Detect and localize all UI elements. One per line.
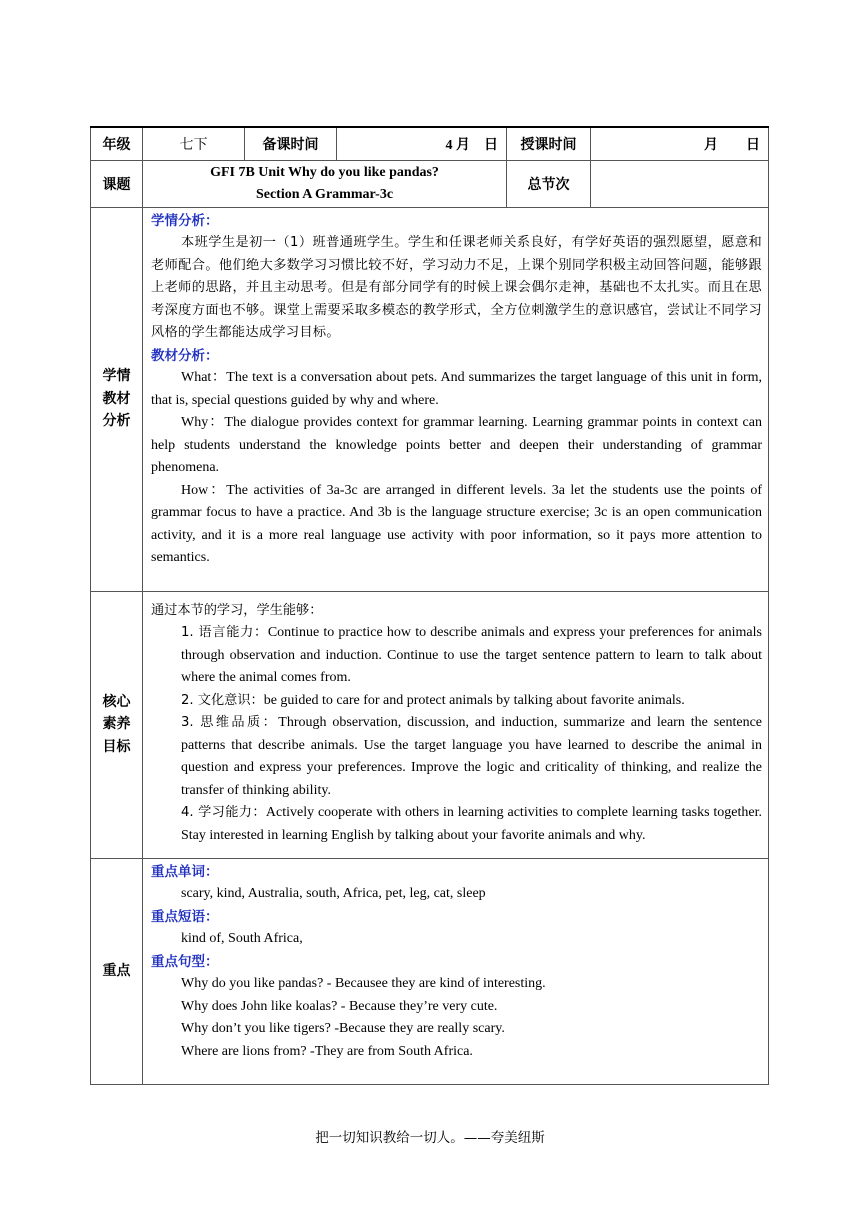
key-sentence: Where are lions from? -They are from South Africa. [181, 1043, 473, 1059]
key-phrases: kind of, South Africa, [181, 931, 303, 946]
goals-intro: 通过本节的学习，学生能够： [151, 602, 323, 618]
analysis-content [143, 207, 769, 591]
goal-item: 1. 语言能力：Continue to practice how to describe animals and express your preferences for animals through observation and induction. Continue to use the target sentence pattern to learn to talk about where the animal comes from. [181, 625, 762, 685]
material-why: Why：The dialogue provides context for grammar learning. Learning grammar points in context can help students understand the knowledge points better and deepen their understanding of grammar phenomena. [151, 415, 762, 475]
analysis-label: 学情 教材 分析 [91, 207, 143, 591]
material-what: What：The text is a conversation about pets. And summarizes the target language of this unit in form, that is, special questions guided by why and where. [151, 370, 762, 408]
key-points-content [143, 858, 769, 1084]
student-analysis-heading: 学情分析： [151, 212, 219, 229]
key-sentence: Why do you like pandas? - Becausee they are kind of interesting. [181, 976, 546, 991]
key-words: scary, kind, Australia, south, Africa, pet, leg, cat, sleep [181, 886, 486, 901]
goals-label: 核心 素养 目标 [91, 591, 143, 858]
topic-label: 课题 [91, 160, 143, 207]
lesson-title-line2: Section A Grammar-3c [255, 186, 394, 202]
teach-time-label: 授课时间 [507, 127, 591, 160]
goal-item: 2. 文化意识：be guided to care for and protect animals by talking about favorite animals. [181, 692, 685, 708]
goals-row [91, 591, 769, 858]
key-phrases-heading: 重点短语： [151, 908, 219, 925]
goal-item: 3. 思维品质：Through observation, discussion, and induction, summarize and learn the sentence patterns that describe animals. Use the target language you have learned to describe the animal in question and express your preferences. Improve the logic and criticality of thinking, and realize the transfer of thinking ability. [181, 715, 762, 798]
footer-quote: 把一切知识教给一切人。——夸美纽斯 [315, 1130, 545, 1146]
student-analysis-text: 本班学生是初一（1）班普通班学生。学生和任课老师关系良好，有学好英语的强烈愿望，愿意和老师配合。他们绝大多数学习习惯比较不好，学习动力不足，上课个别同学积极主动回答问题，能够跟上老师的思路，并且主动思考。但是有部分同学有的时候上课会偶尔走神，基础也不太扎实。而且在思考深度方面也不够。课堂上需要采取多模态的教学形式，全方位刺激学生的意识感官，尝试让不同学习风格的学生都能达成学习目标。 [151, 235, 762, 340]
key-points-row [91, 858, 769, 1084]
key-words-heading: 重点单词： [151, 863, 219, 880]
prep-time-value: 4 月 日 [337, 127, 507, 160]
goal-item: 4. 学习能力：Actively cooperate with others in learning activities to complete learning tasks together. Stay interested in learning English by talking about your favorite animals and why. [181, 805, 762, 843]
key-points-label: 重点 [91, 858, 143, 1084]
material-how: How：The activities of 3a-3c are arranged in different levels. 3a let the students use the points of grammar focus to have a practice. And 3b is the language structure exercise; 3c is an open communication activity, and it is a more real language use activity with poor information, so it pays more attention to semantics. [151, 482, 762, 565]
lesson-title [143, 160, 507, 207]
lesson-plan-table [90, 126, 769, 1085]
key-sentences-heading: 重点句型： [151, 953, 219, 970]
header-row [91, 127, 769, 160]
prep-time-label: 备课时间 [245, 127, 337, 160]
analysis-row [91, 207, 769, 591]
key-sentence: Why don’t you like tigers? -Because they are really scary. [181, 1021, 505, 1036]
total-sessions-label: 总节次 [507, 160, 591, 207]
material-analysis-heading: 教材分析： [151, 347, 219, 364]
grade-value: 七下 [143, 127, 245, 160]
topic-row [91, 160, 769, 207]
key-sentence: Why does John like koalas? - Because they’re very cute. [181, 998, 498, 1014]
total-sessions-value [591, 160, 769, 207]
teach-time-value: 月 日 [591, 127, 769, 160]
lesson-title-line1: GFI 7B Unit Why do you like pandas? [210, 164, 439, 180]
grade-label: 年级 [91, 127, 143, 160]
goals-content [143, 591, 769, 858]
